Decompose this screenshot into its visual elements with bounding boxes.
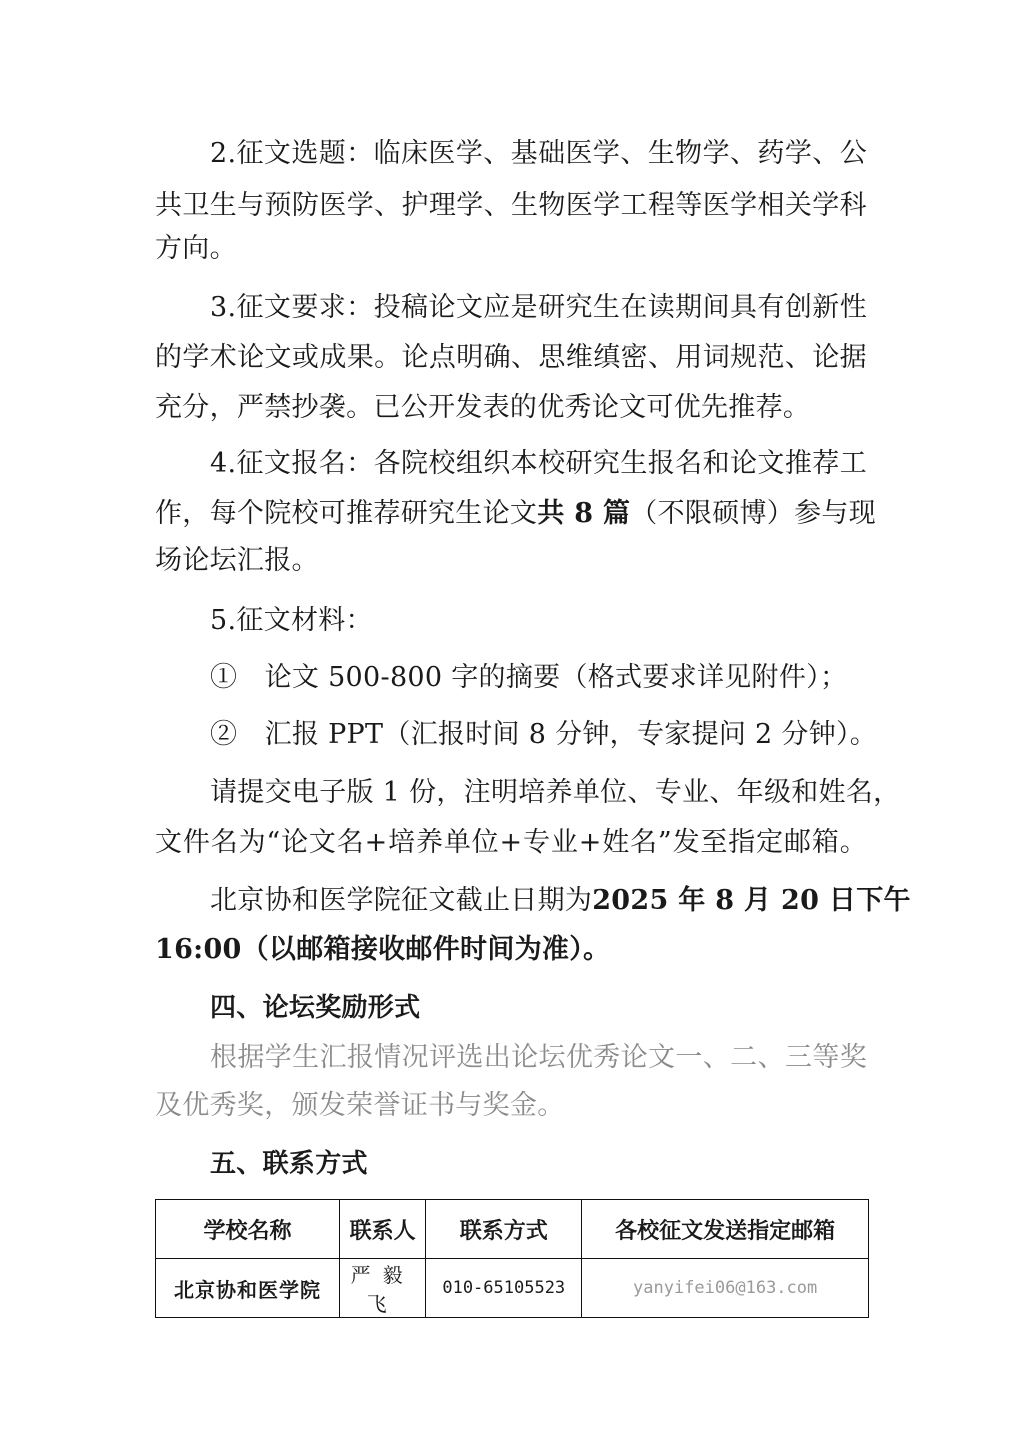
header-email: 各校征文发送指定邮箱: [582, 1200, 869, 1259]
cell-school: 北京协和医学院: [156, 1259, 340, 1318]
registration-count: 共 8 篇: [537, 498, 631, 529]
registration-line-2-post: （不限硕博）参与现: [630, 498, 876, 529]
materials-item-2: ② 汇报 PPT（汇报时间 8 分钟，专家提问 2 分钟）。: [210, 719, 878, 750]
deadline-pre: 北京协和医学院征文截止日期为: [210, 885, 593, 916]
requirements-line-1: 3.征文要求：投稿论文应是研究生在读期间具有创新性: [210, 292, 867, 323]
table-row: [156, 1259, 869, 1318]
cell-person: 严毅飞: [339, 1259, 425, 1318]
deadline-line-1: [210, 883, 911, 919]
awards-line-1: 根据学生汇报情况评选出论坛优秀论文一、二、三等奖: [210, 1042, 867, 1073]
registration-line-2-pre: 作，每个院校可推荐研究生论文: [155, 498, 538, 529]
header-person: 联系人: [339, 1200, 425, 1259]
topic-line-3: 方向。: [155, 233, 237, 264]
contact-heading: 五、联系方式: [210, 1149, 368, 1179]
contact-table: [155, 1199, 869, 1318]
deadline-date: 2025 年 8 月 20 日下午: [592, 885, 911, 916]
registration-line-3: 场论坛汇报。: [155, 545, 319, 576]
materials-title: 5.征文材料：: [210, 605, 373, 636]
topic-line-1: 2.征文选题：临床医学、基础医学、生物学、药学、公: [210, 138, 867, 169]
submit-line-1: 请提交电子版 1 份，注明培养单位、专业、年级和姓名，: [210, 777, 901, 808]
topic-line-2: 共卫生与预防医学、护理学、生物医学工程等医学相关学科: [155, 190, 867, 221]
cell-email[interactable]: yanyifei06@163.com: [582, 1259, 869, 1318]
materials-item-1: ① 论文 500-800 字的摘要（格式要求详见附件）；: [210, 662, 848, 693]
requirements-line-2: 的学术论文或成果。论点明确、思维缜密、用词规范、论据: [155, 342, 867, 373]
submit-line-2: 文件名为“论文名+培养单位+专业+姓名”发至指定邮箱。: [155, 827, 867, 858]
awards-line-2: 及优秀奖，颁发荣誉证书与奖金。: [155, 1090, 565, 1121]
awards-heading: 四、论坛奖励形式: [210, 993, 421, 1023]
requirements-line-3: 充分，严禁抄袭。已公开发表的优秀论文可优先推荐。: [155, 392, 811, 423]
deadline-line-2: 16:00（以邮箱接收邮件时间为准）。: [155, 934, 611, 965]
contact-table-header: [156, 1200, 869, 1259]
header-school: 学校名称: [156, 1200, 340, 1259]
header-phone: 联系方式: [426, 1200, 582, 1259]
registration-line-1: 4.征文报名：各院校组织本校研究生报名和论文推荐工: [210, 448, 867, 479]
cell-phone: 010-65105523: [426, 1259, 582, 1318]
registration-line-2: [155, 496, 876, 532]
